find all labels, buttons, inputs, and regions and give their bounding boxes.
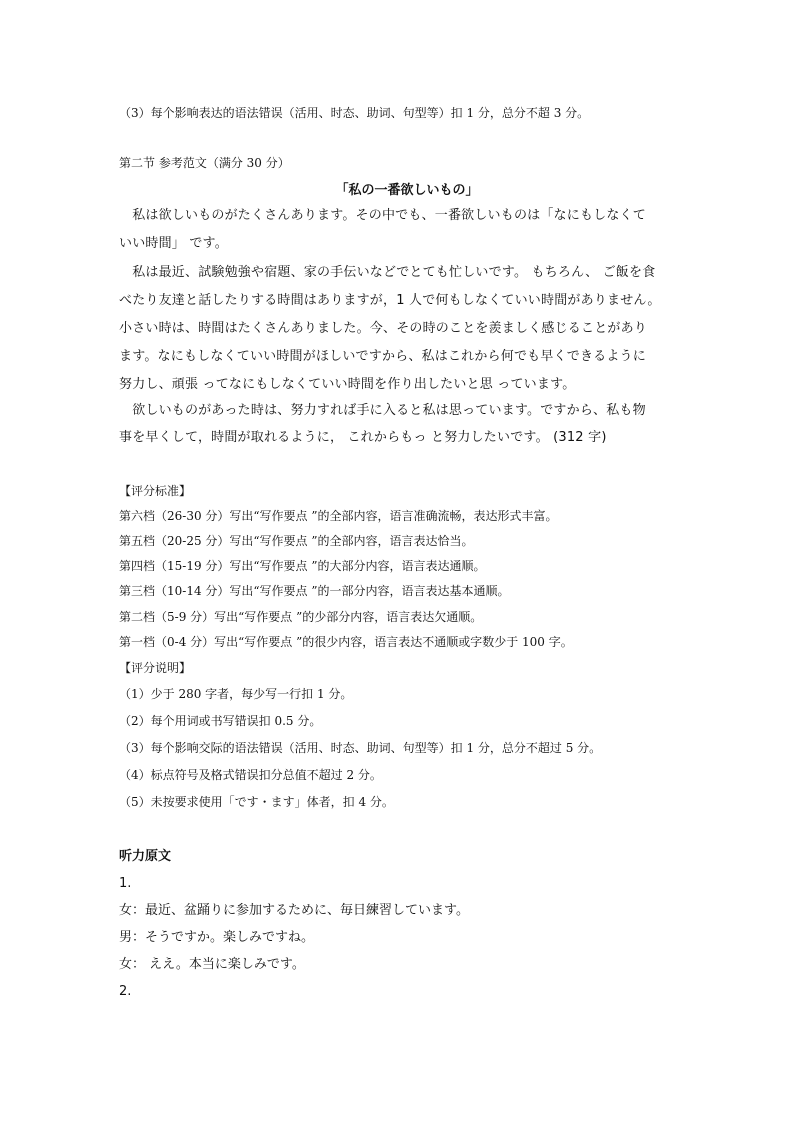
dialogue-line: 女：最近、盆踊りに参加するために、毎日練習しています。: [119, 903, 469, 918]
scoring-level: 第三档（10-14 分）写出“写作要点 ”的一部分内容，语言表达基本通顺。: [119, 584, 510, 598]
listening-title: 听力原文: [119, 849, 172, 864]
question-number: 1.: [119, 876, 132, 891]
dialogue-line: 女： ええ。本当に楽しみです。: [119, 957, 305, 972]
scoring-note: （3）每个影响交际的语法错误（活用、时态、助词、句型等）扣 1 分，总分不超过 5 分。: [119, 741, 602, 755]
scoring-level: 第五档（20-25 分）写出“写作要点 ”的全部内容，语言表达恰当。: [119, 534, 474, 548]
scoring-standard-title: 【评分标准】: [119, 484, 192, 498]
scoring-note: （5）未按要求使用「です・ます」体者，扣 4 分。: [119, 795, 394, 809]
essay-line: ます。なにもしなくていい時間がほしいですから、私はこれから何でも早くできるように: [119, 349, 646, 364]
scoring-level: 第一档（0-4 分）写出“写作要点 ”的很少内容，语言表达不通顺或字数少于 100 字。: [119, 635, 573, 649]
essay-line: べたり友達と話したりする時間はありますが，1 人で何もしなくていい時間がありません。: [119, 293, 661, 308]
scoring-level: 第四档（15-19 分）写出“写作要点 ”的大部分内容，语言表达通顺。: [119, 559, 486, 573]
scoring-level: 第六档（26-30 分）写出“写作要点 ”的全部内容，语言准确流畅，表达形式丰富。: [119, 509, 558, 523]
essay-title: 「私の一番欲しいもの」: [335, 183, 479, 198]
scoring-notes-title: 【评分说明】: [119, 661, 192, 675]
grading-note-3: （3）每个影响表达的语法错误（活用、时态、助词、句型等）扣 1 分，总分不超 3 分。: [119, 106, 590, 120]
essay-line: 私は欲しいものがたくさんあります。その中でも、一番欲しいものは「なにもしなくて: [119, 208, 646, 223]
section-header: 第二节 参考范文（满分 30 分）: [119, 156, 290, 170]
scoring-note: （4）标点符号及格式错误扣分总值不超过 2 分。: [119, 768, 382, 782]
dialogue-line: 男：そうですか。楽しみですね。: [119, 930, 315, 945]
question-number: 2.: [119, 984, 132, 999]
scoring-note: （1）少于 280 字者，每少写一行扣 1 分。: [119, 687, 353, 701]
essay-line: 努力し、頑張 ってなにもしなくていい時間を作り出したいと思 っています。: [119, 377, 576, 392]
essay-line: 小さい時は、時間はたくさんありました。今、その時のことを羨ましく感じることがあり: [119, 321, 648, 336]
scoring-note: （2）每个用词或书写错误扣 0.5 分。: [119, 714, 322, 728]
essay-line: いい時間」 です。: [119, 236, 228, 251]
essay-line: 欲しいものがあった時は、努力すれば手に入ると私は思っています。ですから、私も物: [119, 403, 646, 418]
essay-line: 事を早くして，時間が取れるように， これからもっ と努力したいです。 (312 字): [119, 430, 607, 445]
essay-line: 私は最近、試験勉強や宿題、家の手伝いなどでとても忙しいです。 もちろん、 ご飯を食: [119, 265, 656, 280]
scoring-level: 第二档（5-9 分）写出“写作要点 ”的少部分内容，语言表达欠通顺。: [119, 610, 483, 624]
